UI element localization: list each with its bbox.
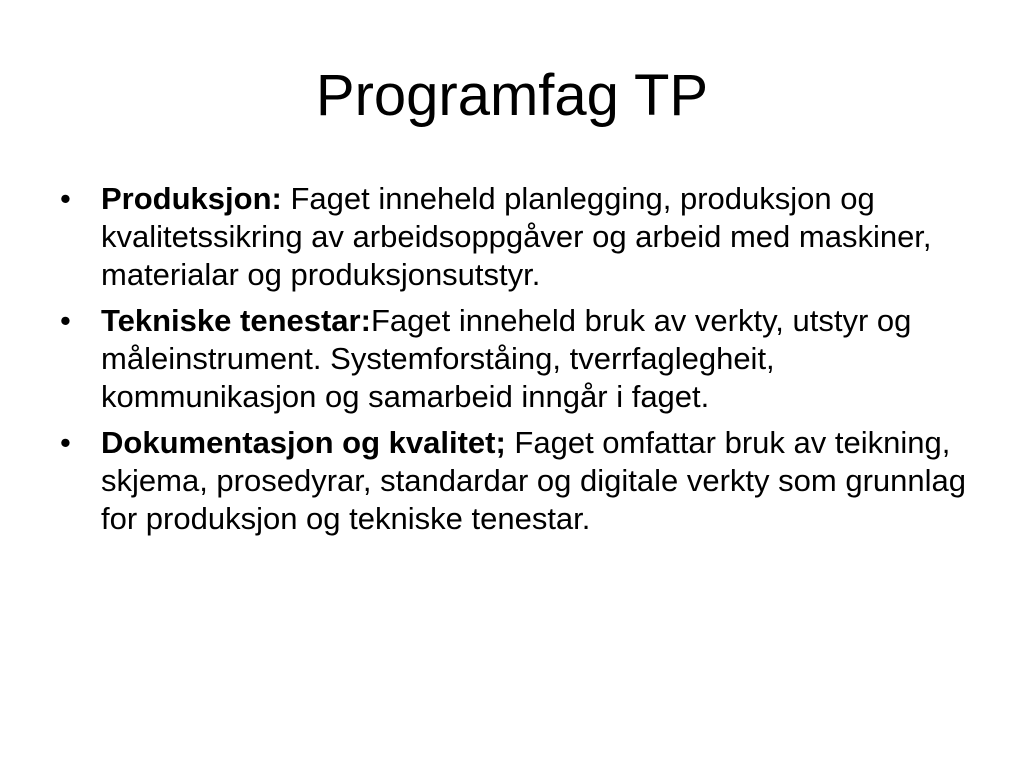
bullet-text: Faget inneheld bruk av verkty, utstyr og måleinstrument. Systemforståing, tverrfaglegheit, kommunikasjon og samarbeid inngår i faget. xyxy=(101,303,912,414)
bullet-text: Faget omfattar bruk av teikning, skjema, prosedyrar, standardar og digitale verkty som grunnlag for produksjon og tekniske tenestar. xyxy=(101,425,966,536)
bullet-item-dokumentasjon xyxy=(60,424,990,538)
bullet-icon: • xyxy=(60,181,71,216)
bullet-label: Produksjon: xyxy=(101,181,282,216)
bullet-icon: • xyxy=(60,425,71,460)
bullet-list xyxy=(60,180,990,546)
bullet-text: Faget inneheld planlegging, produksjon og kvalitetssikring av arbeidsoppgåver og arbeid med maskiner, materialar og produksjonsutstyr. xyxy=(101,181,932,292)
bullet-label: Dokumentasjon og kvalitet; xyxy=(101,425,506,460)
bullet-item-tekniske-tenestar xyxy=(60,302,990,416)
bullet-icon: • xyxy=(60,303,71,338)
bullet-label: Tekniske tenestar: xyxy=(101,303,371,338)
bullet-item-produksjon xyxy=(60,180,990,294)
slide-title: Programfag TP xyxy=(315,63,709,128)
